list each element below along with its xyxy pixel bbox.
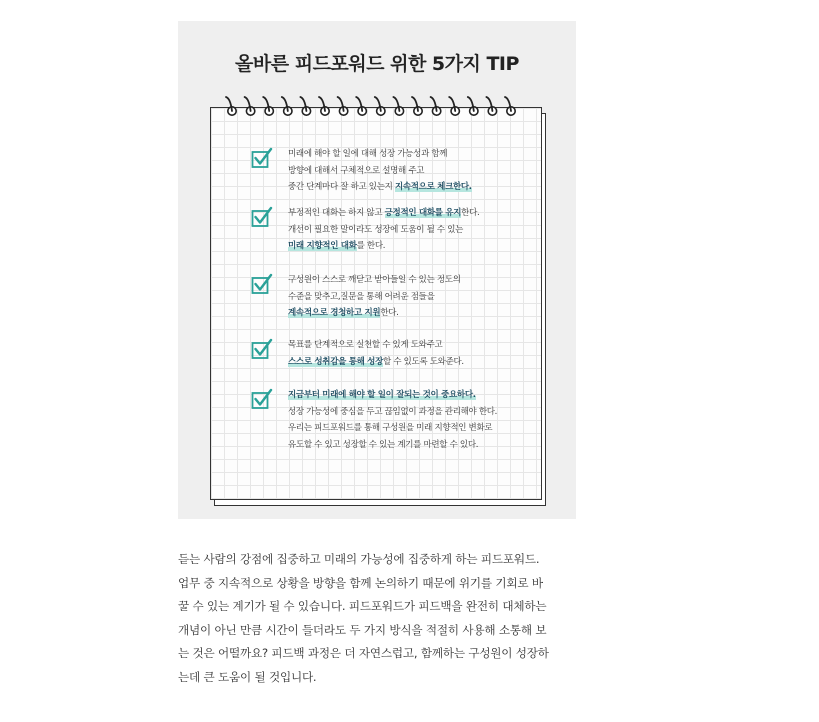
tip-segment: 한다. xyxy=(380,308,399,318)
infographic-figure xyxy=(178,21,576,519)
tip-segment: 중간 단계마다 잘 하고 있는지 xyxy=(288,182,395,192)
tip-segment: 목표를 단계적으로 실천할 수 있게 도와주고 xyxy=(288,340,443,350)
tip-highlight: 계속적으로 경청하고 지원 xyxy=(288,308,381,318)
tip-item-1 xyxy=(251,146,511,196)
spiral-ring-icon xyxy=(226,97,236,115)
tip-text xyxy=(288,272,511,322)
tip-line xyxy=(288,437,511,454)
spiral-ring-icon xyxy=(505,97,515,115)
spiral-ring-icon xyxy=(431,97,441,115)
tip-text xyxy=(288,337,511,370)
tip-line xyxy=(288,222,511,239)
spiral-ring-icon xyxy=(263,97,273,115)
tip-segment: 부정적인 대화는 하지 않고 xyxy=(288,208,385,218)
tip-segment: 할 수 있도록 도와준다. xyxy=(383,356,464,367)
article-line: 는데 큰 도움이 될 것입니다. xyxy=(178,669,317,684)
tip-line xyxy=(288,354,511,371)
tip-line xyxy=(288,146,511,163)
spiral-ring-icon xyxy=(245,97,255,115)
tip-segment: 우리는 피드포워드를 통해 구성원을 미래 지향적인 변화로 xyxy=(288,423,493,433)
tip-highlight: 스스로 성취감을 통해 성장 xyxy=(288,356,383,367)
tip-item-3 xyxy=(251,272,511,322)
tip-highlight: 지속적으로 체크한다. xyxy=(394,182,472,192)
spiral-ring-icon xyxy=(412,97,422,115)
article-line: 업무 중 지속적으로 상황을 방향을 함께 논의하기 때문에 위기를 기회로 바 xyxy=(178,575,543,590)
tip-segment: 를 한다. xyxy=(356,241,386,251)
spiral-ring-icon xyxy=(449,97,459,115)
tip-line xyxy=(288,289,511,306)
tip-line xyxy=(288,404,511,421)
tip-line xyxy=(288,337,511,354)
tip-segment: 성장 가능성에 중심을 두고 끊임없이 과정을 관리해야 한다. xyxy=(288,406,498,417)
tip-segment: 유도할 수 있고 성장할 수 있는 계기를 마련할 수 있다. xyxy=(288,439,479,450)
tip-segment: 개선이 필요한 말이라도 성장에 도움이 될 수 있는 xyxy=(288,224,464,235)
check-icon xyxy=(251,273,273,295)
tip-text xyxy=(288,387,511,453)
tip-item-4 xyxy=(251,337,511,370)
article-body xyxy=(178,548,578,690)
tip-segment: 수준을 맞추고,질문을 통해 어려운 점들을 xyxy=(288,291,435,302)
tip-segment: 한다. xyxy=(461,208,480,218)
spiral-ring-icon xyxy=(375,97,385,115)
spiral-binding xyxy=(222,95,532,119)
spiral-ring-icon xyxy=(468,97,478,115)
tip-line xyxy=(288,205,511,222)
article-line: 는 것은 어떨까요? 피드백 과정은 더 자연스럽고, 함께하는 구성원이 성장하 xyxy=(178,646,549,661)
tip-text xyxy=(288,146,511,196)
article-line: 개념이 아닌 만큼 시간이 들더라도 두 가지 방식을 적절히 사용해 소통해 보 xyxy=(178,622,547,637)
tip-line xyxy=(288,179,511,196)
tip-line xyxy=(288,420,511,437)
tip-highlight: 지금부터 미래에 해야 할 일이 잘되는 것이 중요하다. xyxy=(288,390,476,400)
spiral-ring-icon xyxy=(356,97,366,115)
tip-line xyxy=(288,387,511,404)
tip-item-2 xyxy=(251,205,511,255)
article-line: 듣는 사람의 강점에 집중하고 미래의 가능성에 집중하게 하는 피드포워드. xyxy=(178,552,540,566)
spiral-ring-icon xyxy=(338,97,348,115)
spiral-ring-icon xyxy=(319,97,329,115)
spiral-ring-icon xyxy=(282,97,292,115)
check-icon xyxy=(251,338,273,360)
tip-highlight: 미래 지향적인 대화 xyxy=(288,241,357,251)
spiral-ring-icon xyxy=(393,97,403,115)
tip-text xyxy=(288,205,511,255)
tip-line xyxy=(288,305,511,322)
check-icon xyxy=(251,147,273,169)
check-icon xyxy=(251,388,273,410)
tip-segment: 미래에 해야 할 일에 대해 성장 가능성과 함께 xyxy=(288,149,448,159)
tip-line xyxy=(288,272,511,289)
article-line: 꿀 수 있는 계기가 될 수 있습니다. 피드포워드가 피드백을 완전히 대체하는 xyxy=(178,599,547,614)
check-icon xyxy=(251,206,273,228)
spiral-ring-icon xyxy=(486,97,496,115)
tip-highlight: 긍정적인 대화를 유지 xyxy=(384,208,462,218)
spiral-ring-icon xyxy=(300,97,310,115)
infographic-title: 올바른 피드포워드 위한 5가지 TIP xyxy=(235,53,519,75)
tip-line xyxy=(288,238,511,255)
tip-item-5 xyxy=(251,387,511,453)
tip-segment: 구성원이 스스로 깨닫고 받아들일 수 있는 정도의 xyxy=(288,275,461,285)
tip-line xyxy=(288,163,511,180)
tip-segment: 방향에 대해서 구체적으로 설명해 주고 xyxy=(288,165,425,176)
